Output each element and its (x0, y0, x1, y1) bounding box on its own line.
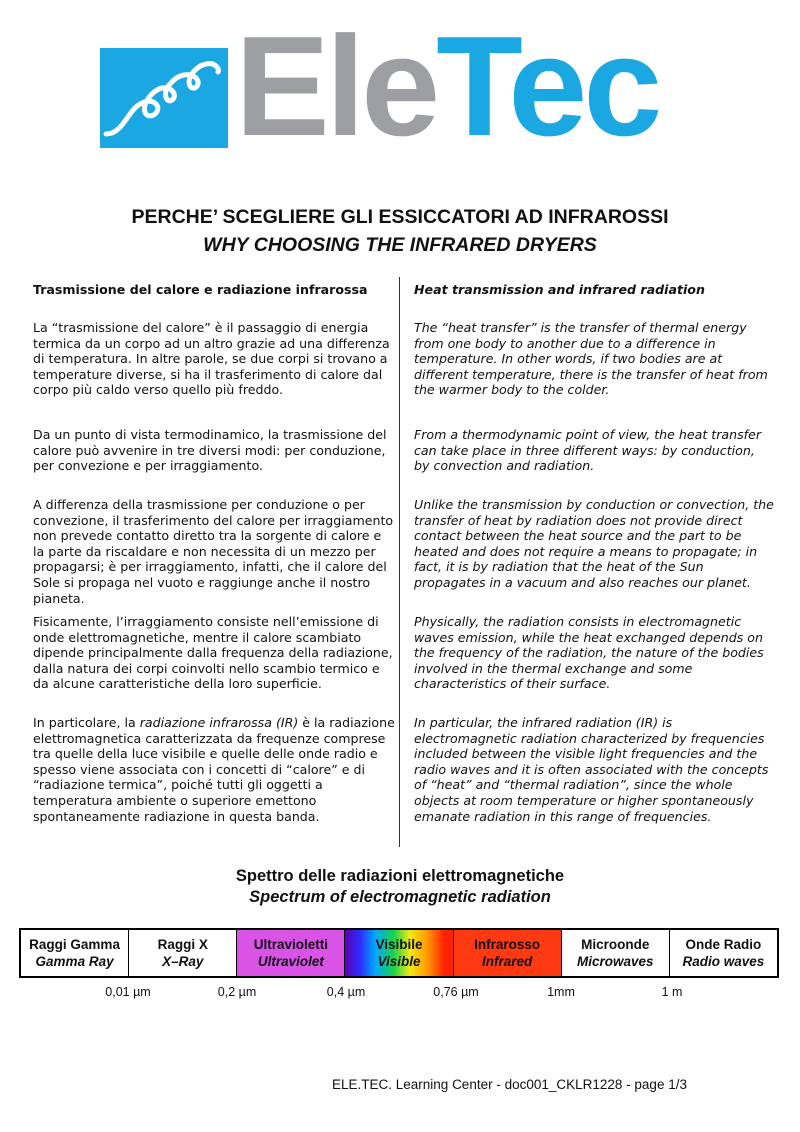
wavelength-label: 1mm (547, 985, 575, 999)
band-microwaves (562, 930, 670, 976)
left-paragraph-2: Da un punto di vista termodinamico, la trasmissione del calore può avvenire in tre diversi modi: per conduzione, per convezione e per irraggiamento. (33, 427, 387, 474)
band-visible (345, 930, 453, 976)
eletec-logo (100, 7, 700, 166)
left-paragraph-3: A differenza della trasmissione per conduzione o per convezione, il trasferimento del calore per irraggiamento non prevede contatto diretto tra la sorgente di calore e la parte da riscaldare e non necessita di un mezzo per propagarsi; è per irraggiamento, infatti, che il calore del Sole si propaga nel vuoto e raggiunge anche il nostro pianeta. (33, 497, 394, 606)
band-label-it: Onde Radio (685, 937, 762, 952)
logo-text-ele: Ele (235, 7, 437, 166)
band-label-en: Ultraviolet (257, 954, 324, 969)
band-label-en: X–Ray (162, 954, 204, 969)
band-gamma (21, 930, 129, 976)
left-paragraph-5 (33, 715, 395, 824)
band-infrared (454, 930, 562, 976)
band-label-it: Visibile (375, 937, 423, 952)
band-label-en: Gamma Ray (35, 954, 114, 969)
left-p5-start: In particolare, la (33, 715, 140, 730)
left-p5-end: è la radiazione elettromagnetica caratterizzata da frequenze comprese tra quelle della luce visibile e quelle delle onde radio e spesso viene associata con i concetti di “calore” e di “radiazione termica”, poiché tutti gli oggetti a temperatura ambiente o superiore emettono spontaneamente radiazione in questa banda. (33, 715, 395, 824)
spectrum-title-italian: Spettro delle radiazioni elettromagnetiche (235, 867, 565, 885)
wavelength-label: 0,01 µm (105, 985, 151, 999)
band-label-en: Microwaves (577, 954, 654, 969)
band-label-it: Raggi Gamma (29, 937, 120, 952)
band-label-it: Ultravioletti (253, 937, 328, 952)
wave-emblem-icon (100, 48, 228, 148)
band-label-en: Infrared (482, 954, 533, 969)
band-label-it: Microonde (581, 937, 650, 952)
right-paragraph-2: From a thermodynamic point of view, the heat transfer can take place in three different ways: by conduction, by convection and radiation. (414, 427, 762, 474)
logo-text-tec: Tec (436, 7, 659, 166)
spectrum-title-english: Spectrum of electromagnetic radiation (249, 888, 551, 906)
left-p5-emphasis: radiazione infrarossa (IR) (139, 715, 299, 730)
band-xray (129, 930, 237, 976)
right-paragraph-5: In particular, the infrared radiation (IR) is electromagnetic radiation characterized by frequencies included between the visible light frequencies and the radio waves and it is often associated with the concepts of “heat” and “thermal radiation”, since the whole objects at room temperature or higher spontaneously emanate radiation in this range of frequencies. (414, 715, 769, 824)
left-heading: Trasmissione del calore e radiazione infrarossa (33, 282, 368, 297)
band-label-en: Radio waves (682, 954, 765, 969)
band-label-it: Raggi X (157, 937, 208, 952)
page-title-italian: PERCHE’ SCEGLIERE GLI ESSICCATORI AD INFRAROSSI (131, 206, 669, 228)
left-paragraph-1: La “trasmissione del calore” è il passaggio di energia termica da un corpo ad un altro grazie ad una differenza di temperatura. In altre parole, se due corpi si trovano a temperature diverse, si ha il trasferimento di calore dal corpo più caldo verso quello più freddo. (33, 320, 390, 398)
spectrum-table (19, 928, 779, 978)
right-paragraph-4: Physically, the radiation consists in electromagnetic waves emission, while the heat exchanged depends on the frequency of the radiation, the nature of the bodies involved in the thermal exchange and some characteristics of their surface. (414, 614, 764, 692)
wavelength-label: 0,76 µm (433, 985, 479, 999)
band-label-en: Visible (377, 954, 421, 969)
wavelength-label: 0,2 µm (217, 985, 257, 999)
wavelength-label: 1 m (661, 985, 683, 999)
wavelength-label: 0,4 µm (326, 985, 366, 999)
logo-wordmark (235, 7, 659, 166)
right-paragraph-3: Unlike the transmission by conduction or convection, the transfer of heat by radiation does not provide direct contact between the heat source and the part to be heated and does not require a means to propagate; in fact, it is by radiation that the heat of the Sun propagates in a vacuum and also reaches our planet. (414, 497, 774, 590)
band-label-it: Infrarosso (474, 937, 541, 952)
band-radio (670, 930, 777, 976)
page-footer: ELE.TEC. Learning Center - doc001_CKLR1228 - page 1/3 (332, 1077, 687, 1092)
band-ultraviolet (237, 930, 345, 976)
right-paragraph-1: The “heat transfer” is the transfer of thermal energy from one body to another due to a difference in temperature. In other words, if two bodies are at different temperature, there is the transfer of heat from the warmer body to the colder. (414, 320, 768, 398)
column-divider (399, 277, 400, 847)
left-paragraph-4: Fisicamente, l’irraggiamento consiste nell’emissione di onde elettromagnetiche, mentre il calore scambiato dipende principalmente dalla frequenza della radiazione, dalla natura dei corpi coinvolti nello scambio termico e da alcune caratteristiche della loro superficie. (33, 614, 393, 692)
right-heading: Heat transmission and infrared radiation (414, 282, 705, 297)
page-title-english: WHY CHOOSING THE INFRARED DRYERS (203, 234, 597, 256)
